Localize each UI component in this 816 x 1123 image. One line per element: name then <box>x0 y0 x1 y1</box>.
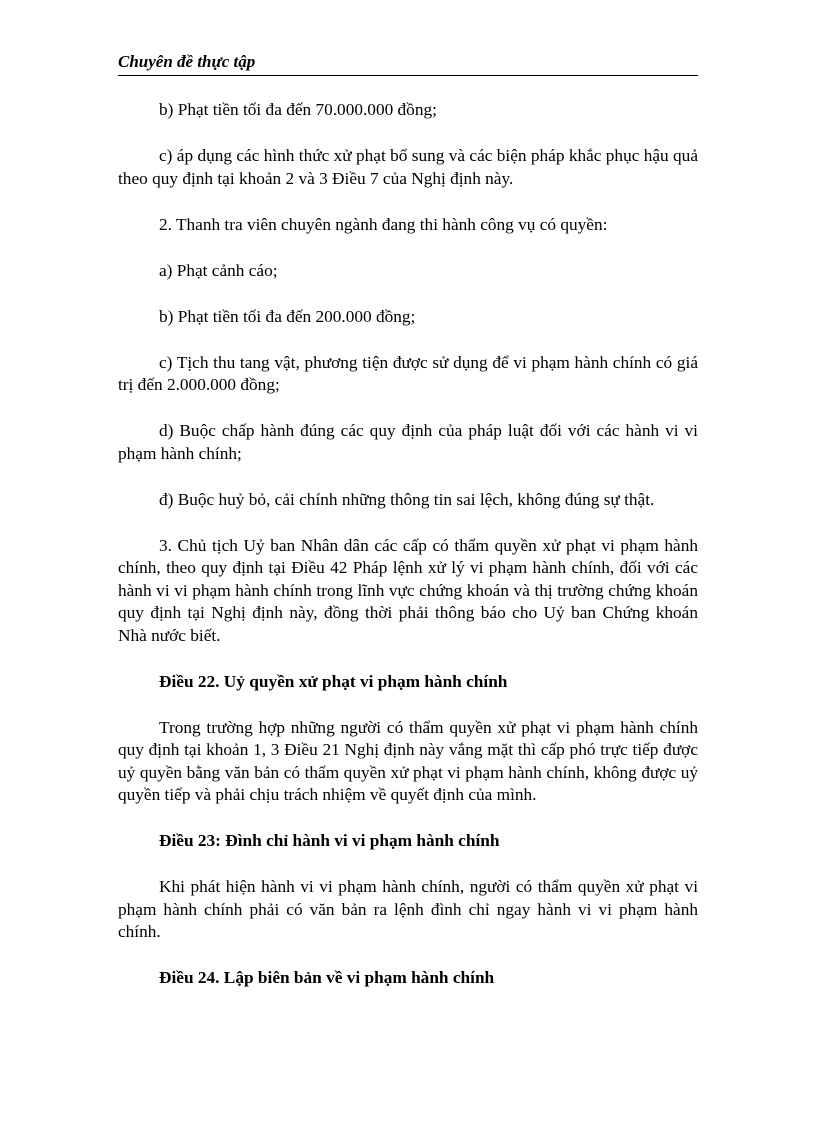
paragraph: đ) Buộc huỷ bỏ, cải chính những thông tin sai lệch, không đúng sự thật. <box>159 489 655 509</box>
running-header: Chuyên đề thực tập <box>118 50 698 76</box>
paragraph: c) áp dụng các hình thức xử phạt bổ sung và các biện pháp khắc phục hậu quả theo quy định tại khoản 2 và 3 Điều 7 của Nghị định này. <box>118 146 698 188</box>
paragraph: Khi phát hiện hành vi vi phạm hành chính, người có thẩm quyền xử phạt vi phạm hành chính phải có văn bản ra lệnh đình chỉ ngay hành vi vi phạm hành chính. <box>118 877 698 941</box>
paragraph: d) Buộc chấp hành đúng các quy định của pháp luật đối với các hành vi vi phạm hành chính; <box>118 421 698 463</box>
paragraph: b) Phạt tiền tối đa đến 200.000 đồng; <box>159 306 416 326</box>
paragraph: c) Tịch thu tang vật, phương tiện được sử dụng để vi phạm hành chính có giá trị đến 2.000.000 đồng; <box>118 352 698 394</box>
article-heading: Điều 24. Lập biên bản về vi phạm hành chính <box>159 968 495 987</box>
document-page <box>118 50 698 1013</box>
paragraph: b) Phạt tiền tối đa đến 70.000.000 đồng; <box>159 100 437 119</box>
paragraph: 3. Chủ tịch Uỷ ban Nhân dân các cấp có thẩm quyền xử phạt vi phạm hành chính, theo quy định tại Điều 42 Pháp lệnh xử lý vi phạm hành chính, đối với các hành vi vi phạm hành chính trong lĩnh vực chứng khoán và thị trường chứng khoán quy định tại Nghị định này, đồng thời phải thông báo cho Uỷ ban Chứng khoán Nhà nước biết. <box>118 535 698 645</box>
article-heading: Điều 22. Uỷ quyền xử phạt vi phạm hành chính <box>159 671 508 691</box>
article-heading: Điều 23: Đình chỉ hành vi vi phạm hành chính <box>159 831 500 850</box>
paragraph: 2. Thanh tra viên chuyên ngành đang thi hành công vụ có quyền: <box>159 214 608 234</box>
paragraph: Trong trường hợp những người có thẩm quyền xử phạt vi phạm hành chính quy định tại khoản 1, 3 Điều 21 Nghị định này vắng mặt thì cấp phó trực tiếp được uỷ quyền bằng văn bản có thẩm quyền xử phạt vi phạm hành chính, không được uỷ quyền tiếp và phải chịu trách nhiệm về quyết định của mình. <box>118 717 698 804</box>
paragraph: a) Phạt cảnh cáo; <box>159 260 278 280</box>
